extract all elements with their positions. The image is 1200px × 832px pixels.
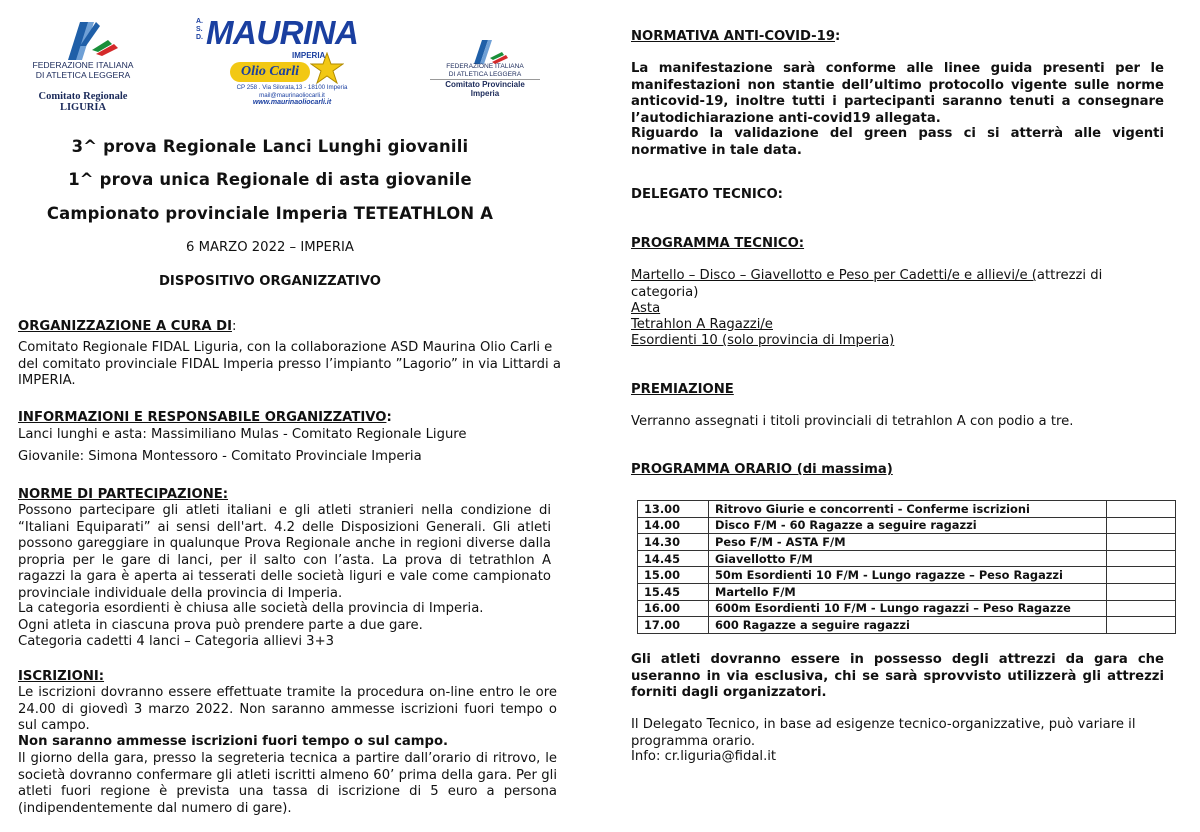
programma-line-1-underlined: Martello – Disco – Giavellotto e Peso per Cadetti/e e allievi/e (: [631, 268, 1037, 283]
programma-tecnico-heading: PROGRAMMA TECNICO:: [631, 236, 805, 251]
schedule-empty-cell: [1107, 517, 1176, 534]
iscrizioni-text-1: Le iscrizioni dovranno essere effettuate tramite la procedura on-line entro le ore 24.00 di giovedì 3 marzo 2022. Non saranno ammesse iscrizioni fuori tempo o sul campo.: [18, 685, 557, 734]
fidal-line3: Comitato Regionale LIGURIA: [38, 91, 128, 113]
info-colon: :: [386, 410, 392, 425]
schedule-time: 17.00: [638, 617, 709, 634]
schedule-row: [638, 617, 1176, 634]
schedule-event: 600m Esordienti 10 F/M - Lungo ragazzi – Peso Ragazze: [709, 600, 1107, 617]
maurina-asd: A.S.D.: [196, 18, 203, 41]
maurina-address: CP 258 . Via Silorata,13 - 18100 Imperia: [236, 84, 348, 91]
premiazione-heading: PREMIAZIONE: [631, 382, 734, 397]
schedule-time: 15.45: [638, 583, 709, 600]
schedule-row: [638, 501, 1176, 518]
org-heading: ORGANIZZAZIONE A CURA DI: [18, 319, 232, 334]
schedule-empty-cell: [1107, 534, 1176, 551]
schedule-empty-cell: [1107, 583, 1176, 600]
fidal-prov-line3: Comitato Provinciale Imperia: [445, 80, 525, 98]
fidal-prov-line1: FEDERAZIONE ITALIANA: [446, 63, 524, 70]
schedule-empty-cell: [1107, 501, 1176, 518]
schedule-event: Martello F/M: [709, 583, 1107, 600]
schedule-event: Disco F/M - 60 Ragazze a seguire ragazzi: [709, 517, 1107, 534]
covid-section-heading: [631, 29, 840, 46]
covid-text-2: Riguardo la validazione del green pass ci si atterrà alle vigenti normative in tale data.: [631, 126, 1164, 158]
programma-line-4: Esordienti 10 (solo provincia di Imperia): [631, 333, 895, 348]
olio-carli-brand: Olio Carli: [230, 62, 310, 82]
schedule-event: 600 Ragazze a seguire ragazzi: [709, 617, 1107, 634]
covid-heading: NORMATIVA ANTI-COVID-19: [631, 29, 835, 44]
iscrizioni-text-2: Il giorno della gara, presso la segreteria tecnica a partire dall’orario di ritrovo, le società dovranno confermare gli atleti iscritti almeno 60’ prima della gara. Per gli atleti fuori regione è prevista una tassa di iscrizione di 5 euro a persona (indipendentemente dal numero di gare).: [18, 751, 557, 816]
info-section-heading: [18, 410, 392, 427]
delegato-text: Il Delegato Tecnico, in base ad esigenze tecnico-organizzative, può variare il programma orario.: [631, 717, 1136, 749]
norme-heading: NORME DI PARTECIPAZIONE:: [18, 487, 229, 502]
fidal-line2: DI ATLETICA LEGGERA: [35, 70, 131, 80]
delegato-heading: DELEGATO TECNICO:: [631, 187, 783, 202]
title-line-2: 1^ prova unica Regionale di asta giovanile: [68, 170, 472, 189]
schedule-row: [638, 517, 1176, 534]
info-heading: INFORMAZIONI E RESPONSABILE ORGANIZZATIVO: [18, 410, 387, 425]
info-line-1: Lanci lunghi e asta: Massimiliano Mulas - Comitato Regionale Ligure: [18, 427, 467, 442]
schedule-row: [638, 534, 1176, 551]
schedule-time: 16.00: [638, 600, 709, 617]
fidal-emblem-icon: [18, 14, 148, 64]
programma-line-3: Tetrahlon A Ragazzi/e: [631, 317, 773, 332]
maurina-name: MAURINA: [206, 14, 359, 51]
norme-text-2: La categoria esordienti è chiusa alle società della provincia di Imperia.: [18, 601, 484, 616]
info-line-2: Giovanile: Simona Montessoro - Comitato Provinciale Imperia: [18, 449, 422, 464]
iscrizioni-bold: Non saranno ammesse iscrizioni fuori tempo o sul campo.: [18, 734, 449, 749]
fidal-prov-line2: DI ATLETICA LEGGERA: [448, 70, 522, 78]
event-date: 6 MARZO 2022 – IMPERIA: [186, 240, 354, 255]
schedule-table: [637, 500, 1176, 634]
maurina-mail: mail@maurinaoliocarli.it: [259, 91, 325, 99]
schedule-event: 50m Esordienti 10 F/M - Lungo ragazze – Peso Ragazzi: [709, 567, 1107, 584]
org-colon: :: [231, 319, 237, 334]
programma-line-2: Asta: [631, 301, 661, 316]
title-line-1: 3^ prova Regionale Lanci Lunghi giovanili: [71, 137, 469, 156]
maurina-logo: [196, 14, 376, 108]
schedule-time: 14.30: [638, 534, 709, 551]
programma-line-1: [631, 268, 1151, 301]
covid-colon: :: [835, 29, 841, 44]
programma-orario-heading: PROGRAMMA ORARIO (di massima): [631, 462, 893, 477]
fidal-provincial-logo: [430, 36, 540, 96]
org-section-heading: [18, 319, 236, 336]
schedule-empty-cell: [1107, 567, 1176, 584]
org-text: Comitato Regionale FIDAL Liguria, con la collaborazione ASD Maurina Olio Carli e del comitato provinciale FIDAL Imperia presso l’impianto ”Lagorio” in via Littardi a IMPERIA.: [18, 340, 561, 389]
schedule-row: [638, 550, 1176, 567]
covid-text: La manifestazione sarà conforme alle linee guida presenti per le manifestazioni non stantie dell’ultimo protocollo vigente sulle norme anticovid-19, inoltre tutti i partecipanti saranno tenuti a consegnare l’autodichiarazione anti-covid19 allegata.: [631, 61, 1164, 126]
norme-text-1: Possono partecipare gli atleti italiani e gli atleti stranieri nella condizione di “Italiani Equiparati” ai sensi dell'art. 4.2 delle Disposizioni Generali. Gli atleti possono gareggiare in qualunque Prova Regionale anche in regioni diverse dalla propria per le gare di lanci, per il salto con l’asta. La prova di tetrathlon A ragazzi la gara è aperta ai tesserati delle società liguri e vale come campionato provinciale individuale della provincia di Imperia.: [18, 503, 551, 601]
fidal-emblem-icon: [430, 36, 540, 66]
schedule-event: Peso F/M - ASTA F/M: [709, 534, 1107, 551]
schedule-event: Ritrovo Giurie e concorrenti - Conferme iscrizioni: [709, 501, 1107, 518]
title-line-3: Campionato provinciale Imperia TETEATHLON A: [46, 204, 494, 223]
document-type: DISPOSITIVO ORGANIZZATIVO: [158, 274, 382, 289]
schedule-time: 13.00: [638, 501, 709, 518]
attrezzi-text: Gli atleti dovranno essere in possesso degli attrezzi da gara che useranno in via esclusiva, chi se sarà sprovvisto utilizzerà gli attrezzi forniti dagli organizzatori.: [631, 652, 1164, 701]
schedule-row: [638, 583, 1176, 600]
norme-text-4: Categoria cadetti 4 lanci – Categoria allievi 3+3: [18, 634, 335, 649]
schedule-row: [638, 600, 1176, 617]
programma-line-1-rest: attrezzi di categoria): [631, 268, 1103, 300]
schedule-event: Giavellotto F/M: [709, 550, 1107, 567]
schedule-empty-cell: [1107, 600, 1176, 617]
premiazione-text: Verranno assegnati i titoli provinciali di tetrahlon A con podio a tre.: [631, 414, 1074, 429]
norme-text-3: Ogni atleta in ciascuna prova può prendere parte a due gare.: [18, 618, 423, 633]
schedule-time: 14.45: [638, 550, 709, 567]
schedule-empty-cell: [1107, 550, 1176, 567]
maurina-url: www.maurinaoliocarli.it: [252, 99, 332, 107]
fidal-line1: FEDERAZIONE ITALIANA: [32, 60, 134, 70]
maurina-city: IMPERIA: [292, 51, 326, 60]
schedule-time: 15.00: [638, 567, 709, 584]
star-icon: [310, 52, 344, 84]
schedule-row: [638, 567, 1176, 584]
fidal-regional-logo: [18, 14, 148, 113]
info-contact: Info: cr.liguria@fidal.it: [631, 749, 777, 764]
iscrizioni-heading: ISCRIZIONI:: [18, 669, 105, 684]
schedule-empty-cell: [1107, 617, 1176, 634]
schedule-time: 14.00: [638, 517, 709, 534]
